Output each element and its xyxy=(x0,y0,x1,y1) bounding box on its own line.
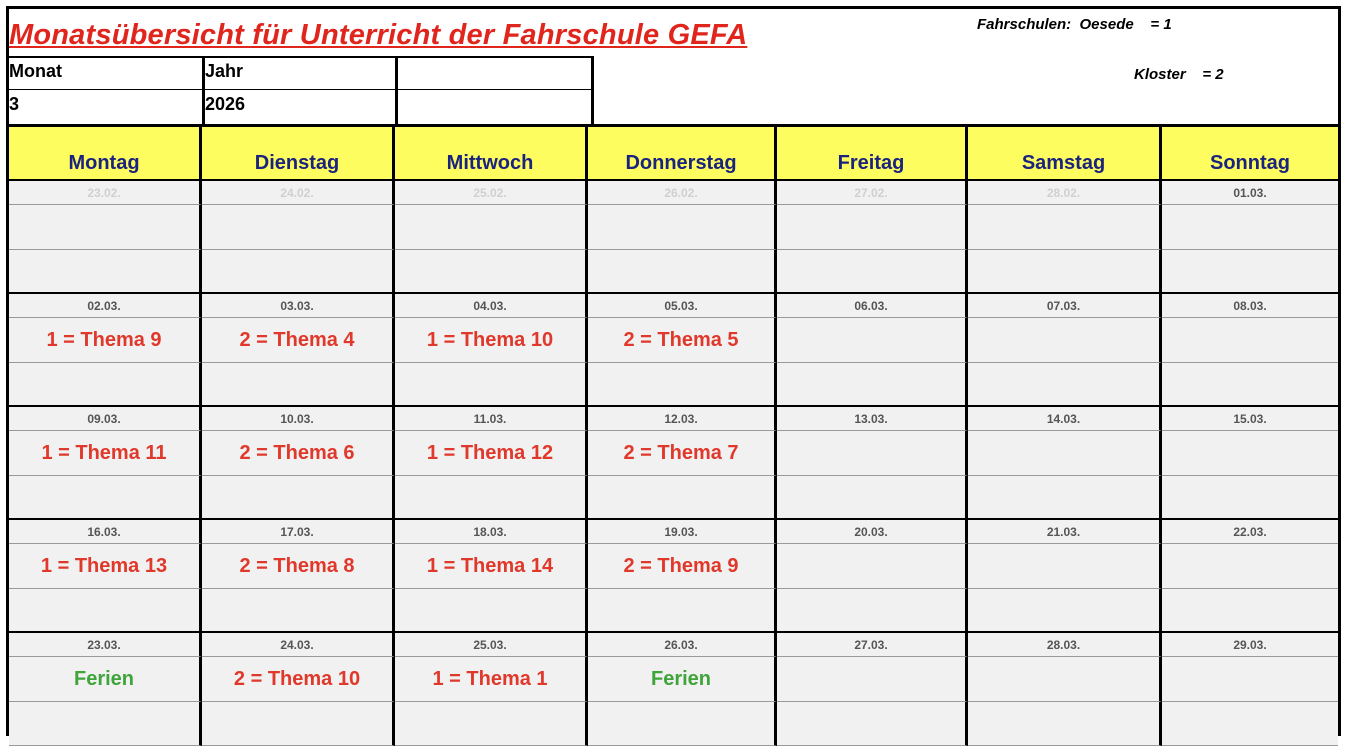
lesson-label: 2 = Thema 6 xyxy=(239,441,355,464)
lesson-cell[interactable] xyxy=(9,657,202,702)
date-label: 07.03. xyxy=(1046,298,1081,313)
date-cell[interactable] xyxy=(1162,181,1338,205)
empty-cell[interactable] xyxy=(777,476,968,520)
lesson-cell[interactable] xyxy=(202,318,395,363)
lesson-cell[interactable] xyxy=(777,318,968,363)
empty-cell[interactable] xyxy=(968,476,1162,520)
date-label: 13.03. xyxy=(854,411,888,426)
date-label: 26.02. xyxy=(664,185,698,200)
day-header-mittwoch: Mittwoch xyxy=(395,127,588,181)
lesson-cell[interactable] xyxy=(777,205,968,250)
empty-cell[interactable] xyxy=(777,250,968,294)
day-header-dienstag: Dienstag xyxy=(202,127,395,181)
lesson-label: 2 = Thema 7 xyxy=(623,441,739,464)
date-cell[interactable] xyxy=(1162,520,1338,544)
lesson-cell[interactable] xyxy=(202,544,395,589)
empty-cell[interactable] xyxy=(1162,476,1338,520)
header-line xyxy=(9,56,594,58)
date-label: 10.03. xyxy=(280,411,314,426)
date-cell[interactable] xyxy=(202,407,395,431)
lesson-cell[interactable] xyxy=(202,431,395,476)
empty-cell[interactable] xyxy=(777,702,968,746)
day-header-samstag: Samstag xyxy=(968,127,1162,181)
date-cell[interactable] xyxy=(777,181,968,205)
page-title: Monatsübersicht für Unterricht der Fahrschule GEFA xyxy=(9,19,748,51)
jahr-label: Jahr xyxy=(205,61,244,81)
date-label: 06.03. xyxy=(854,298,888,313)
date-label: 01.03. xyxy=(1233,185,1267,200)
date-label: 24.02. xyxy=(280,185,314,200)
date-cell[interactable] xyxy=(395,181,588,205)
lesson-label: 1 = Thema 13 xyxy=(40,554,168,577)
date-label: 21.03. xyxy=(1046,524,1081,539)
date-cell[interactable] xyxy=(202,520,395,544)
date-label: 28.03. xyxy=(1046,637,1081,652)
holiday-label: Ferien xyxy=(73,667,135,690)
lesson-label: 1 = Thema 12 xyxy=(426,441,554,464)
date-cell[interactable] xyxy=(202,294,395,318)
empty-cell[interactable] xyxy=(202,589,395,633)
date-label: 26.03. xyxy=(664,637,698,652)
lesson-cell[interactable] xyxy=(395,205,588,250)
calendar-sheet xyxy=(6,6,1341,736)
lesson-label: 2 = Thema 10 xyxy=(233,667,361,690)
day-header-sonntag: Sonntag xyxy=(1162,127,1338,181)
date-cell[interactable] xyxy=(968,407,1162,431)
date-cell[interactable] xyxy=(588,407,777,431)
header-line xyxy=(395,56,398,124)
empty-cell[interactable] xyxy=(202,363,395,407)
lesson-label: 2 = Thema 9 xyxy=(623,554,739,577)
date-cell[interactable] xyxy=(588,181,777,205)
empty-cell[interactable] xyxy=(395,250,588,294)
date-label: 11.03. xyxy=(473,411,507,426)
date-cell[interactable] xyxy=(1162,407,1338,431)
lesson-label: 2 = Thema 8 xyxy=(239,554,355,577)
holiday-label: Ferien xyxy=(650,667,712,690)
date-label: 29.03. xyxy=(1233,637,1267,652)
date-label: 18.03. xyxy=(473,524,507,539)
lesson-cell[interactable] xyxy=(968,544,1162,589)
lesson-cell[interactable] xyxy=(202,657,395,702)
empty-cell[interactable] xyxy=(588,363,777,407)
lesson-cell[interactable] xyxy=(777,431,968,476)
date-label: 17.03. xyxy=(280,524,314,539)
date-label: 15.03. xyxy=(1233,411,1267,426)
date-cell[interactable] xyxy=(588,633,777,657)
lesson-cell[interactable] xyxy=(1162,431,1338,476)
day-header-donnerstag: Donnerstag xyxy=(588,127,777,181)
date-cell[interactable] xyxy=(1162,294,1338,318)
empty-cell[interactable] xyxy=(588,589,777,633)
date-label: 27.03. xyxy=(854,637,888,652)
jahr-value[interactable]: 2026 xyxy=(205,94,246,114)
date-cell[interactable] xyxy=(968,294,1162,318)
lesson-cell[interactable] xyxy=(1162,544,1338,589)
date-label: 03.03. xyxy=(280,298,314,313)
lesson-cell[interactable] xyxy=(9,544,202,589)
date-label: 05.03. xyxy=(664,298,698,313)
date-cell[interactable] xyxy=(777,633,968,657)
day-header-montag: Montag xyxy=(9,127,202,181)
day-header-freitag: Freitag xyxy=(777,127,968,181)
lesson-cell[interactable] xyxy=(395,657,588,702)
empty-cell[interactable] xyxy=(9,476,202,520)
date-cell[interactable] xyxy=(395,407,588,431)
lesson-cell[interactable] xyxy=(588,544,777,589)
lesson-label: 1 = Thema 9 xyxy=(46,328,162,351)
lesson-cell[interactable] xyxy=(395,431,588,476)
lesson-cell[interactable] xyxy=(9,431,202,476)
header-line xyxy=(9,89,594,90)
lesson-cell[interactable] xyxy=(588,205,777,250)
header-line xyxy=(591,56,594,124)
date-cell[interactable] xyxy=(395,520,588,544)
date-cell[interactable] xyxy=(9,181,202,205)
lesson-cell[interactable] xyxy=(968,657,1162,702)
lesson-label: 1 = Thema 1 xyxy=(432,667,548,690)
date-label: 14.03. xyxy=(1046,411,1081,426)
empty-cell[interactable] xyxy=(202,250,395,294)
legend-line-2: Kloster = 2 xyxy=(1134,66,1224,83)
empty-cell[interactable] xyxy=(968,250,1162,294)
lesson-cell[interactable] xyxy=(588,431,777,476)
date-label: 22.03. xyxy=(1233,524,1267,539)
empty-cell[interactable] xyxy=(395,589,588,633)
empty-cell[interactable] xyxy=(968,589,1162,633)
lesson-cell[interactable] xyxy=(9,318,202,363)
lesson-cell[interactable] xyxy=(395,544,588,589)
lesson-cell[interactable] xyxy=(202,205,395,250)
monat-value[interactable]: 3 xyxy=(9,94,20,114)
empty-cell[interactable] xyxy=(1162,589,1338,633)
empty-cell[interactable] xyxy=(968,363,1162,407)
lesson-label: 2 = Thema 4 xyxy=(239,328,355,351)
date-cell[interactable] xyxy=(202,633,395,657)
date-label: 23.02. xyxy=(87,185,121,200)
date-cell[interactable] xyxy=(9,294,202,318)
lesson-label: 1 = Thema 10 xyxy=(426,328,554,351)
empty-cell[interactable] xyxy=(202,476,395,520)
lesson-cell[interactable] xyxy=(588,318,777,363)
lesson-cell[interactable] xyxy=(1162,205,1338,250)
date-cell[interactable] xyxy=(395,633,588,657)
empty-cell[interactable] xyxy=(588,702,777,746)
empty-cell[interactable] xyxy=(202,702,395,746)
date-label: 04.03. xyxy=(473,298,507,313)
empty-cell[interactable] xyxy=(777,363,968,407)
date-label: 25.02. xyxy=(473,185,507,200)
empty-cell[interactable] xyxy=(777,589,968,633)
empty-cell[interactable] xyxy=(968,702,1162,746)
date-cell[interactable] xyxy=(1162,633,1338,657)
date-cell[interactable] xyxy=(777,520,968,544)
lesson-cell[interactable] xyxy=(395,318,588,363)
empty-cell[interactable] xyxy=(1162,363,1338,407)
lesson-cell[interactable] xyxy=(1162,657,1338,702)
date-label: 20.03. xyxy=(854,524,888,539)
empty-cell[interactable] xyxy=(1162,702,1338,746)
date-label: 12.03. xyxy=(664,411,698,426)
date-label: 16.03. xyxy=(87,524,121,539)
lesson-label: 1 = Thema 14 xyxy=(426,554,554,577)
lesson-cell[interactable] xyxy=(968,318,1162,363)
lesson-cell[interactable] xyxy=(9,205,202,250)
empty-cell[interactable] xyxy=(1162,250,1338,294)
empty-cell[interactable] xyxy=(395,363,588,407)
date-cell[interactable] xyxy=(9,520,202,544)
lesson-cell[interactable] xyxy=(1162,318,1338,363)
lesson-cell[interactable] xyxy=(777,657,968,702)
empty-cell[interactable] xyxy=(9,363,202,407)
date-label: 19.03. xyxy=(664,524,698,539)
date-cell[interactable] xyxy=(968,520,1162,544)
date-label: 08.03. xyxy=(1233,298,1267,313)
date-label: 25.03. xyxy=(473,637,507,652)
empty-cell[interactable] xyxy=(588,476,777,520)
monat-label: Monat xyxy=(9,61,62,81)
lesson-cell[interactable] xyxy=(968,205,1162,250)
lesson-cell[interactable] xyxy=(588,657,777,702)
empty-cell[interactable] xyxy=(588,250,777,294)
date-cell[interactable] xyxy=(968,633,1162,657)
date-cell[interactable] xyxy=(777,294,968,318)
lesson-label: 2 = Thema 5 xyxy=(623,328,739,351)
date-cell[interactable] xyxy=(9,407,202,431)
date-label: 27.02. xyxy=(854,185,888,200)
date-cell[interactable] xyxy=(395,294,588,318)
date-cell[interactable] xyxy=(9,633,202,657)
date-label: 23.03. xyxy=(87,637,121,652)
empty-cell[interactable] xyxy=(9,589,202,633)
empty-cell[interactable] xyxy=(9,250,202,294)
empty-cell[interactable] xyxy=(395,702,588,746)
date-label: 02.03. xyxy=(87,298,121,313)
date-label: 28.02. xyxy=(1046,185,1081,200)
lesson-cell[interactable] xyxy=(777,544,968,589)
date-cell[interactable] xyxy=(968,181,1162,205)
empty-cell[interactable] xyxy=(395,476,588,520)
date-label: 09.03. xyxy=(87,411,121,426)
calendar-grid xyxy=(9,124,1338,733)
date-cell[interactable] xyxy=(588,520,777,544)
date-label: 24.03. xyxy=(280,637,314,652)
date-cell[interactable] xyxy=(588,294,777,318)
date-cell[interactable] xyxy=(777,407,968,431)
lesson-cell[interactable] xyxy=(968,431,1162,476)
empty-cell[interactable] xyxy=(9,702,202,746)
lesson-label: 1 = Thema 11 xyxy=(41,441,167,464)
date-cell[interactable] xyxy=(202,181,395,205)
legend-line-1: Fahrschulen: Oesede = 1 xyxy=(977,16,1172,33)
